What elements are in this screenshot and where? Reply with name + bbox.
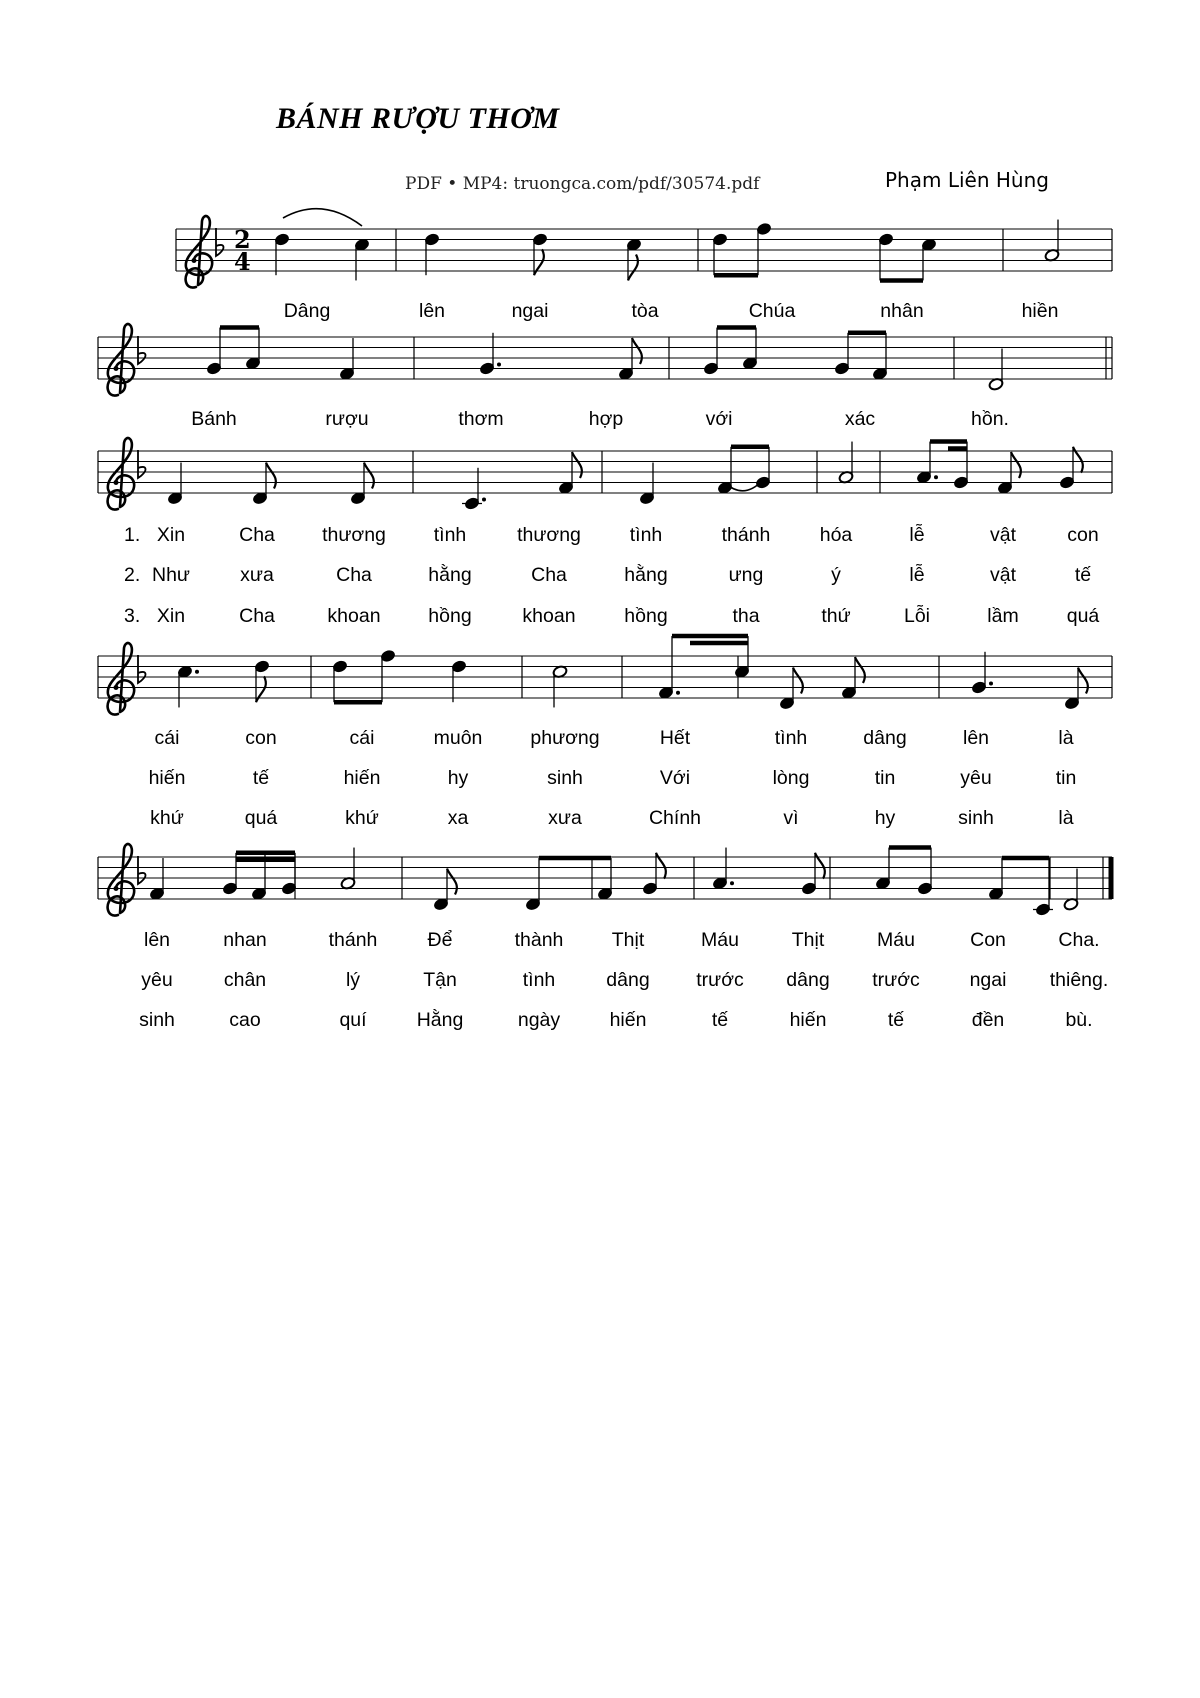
lyric-syllable: khứ [150,807,184,829]
treble-clef-icon [108,844,135,916]
note [971,652,993,695]
lyric-syllable: hằng [428,564,472,586]
note [552,665,568,708]
lyric-syllable: lễ [909,564,925,586]
lyric-syllable: hiền [1021,300,1059,322]
lyric-syllable: là [1058,807,1074,829]
lyric-syllable: dâng [863,727,907,749]
lyric-syllable: Chúa [748,300,796,322]
note [167,463,183,506]
lyric-syllable: khứ [345,807,379,829]
lyric-syllable: lễ [909,524,925,546]
lyric-syllable: dâng [606,969,650,991]
lyric-syllable: Xin [156,524,186,546]
lyric-syllable: Cha [239,605,275,627]
lyric-syllable: hiến [789,1009,827,1031]
note [841,657,865,700]
lyric-syllable: khoan [522,605,576,627]
lyric-syllable: Tận [423,969,457,991]
lyric-syllable: lầm [987,605,1019,627]
flag [855,657,865,683]
lyric-syllable: lòng [772,767,810,789]
verse-number: 1. [124,524,141,546]
note [1064,668,1088,711]
lyric-syllable: ngai [511,300,549,322]
lyric-syllable: tình [433,524,467,546]
lyric-syllable: hiến [148,767,186,789]
lyric-syllable: sinh [547,767,583,789]
flag [628,254,638,280]
lyric-syllable: ưng [728,564,764,586]
lyric-syllable: lý [345,969,361,991]
note [340,848,356,891]
lyric-syllable: vật [989,524,1017,546]
lyric-syllable: phương [530,727,600,749]
lyric-syllable: là [1058,727,1074,749]
note [921,238,937,281]
lyric-syllable: vì [783,807,799,829]
lyric-syllable: tế [1074,564,1092,586]
note [433,869,457,912]
lyric-syllable: lên [143,929,171,951]
flag [364,463,374,489]
note [838,442,854,485]
lyric-syllable: tế [252,767,270,789]
lyric-syllable: hy [447,767,469,789]
lyric-syllable: lên [962,727,990,749]
composer-name: Phạm Liên Hùng [885,168,1049,192]
lyric-syllable: hiến [609,1009,647,1031]
lyric-syllable: thương [322,524,386,546]
lyric-syllable: tòa [631,300,659,322]
note [254,660,270,703]
note [332,660,348,703]
lyric-syllable: khoan [327,605,381,627]
time-signature-numerator: 2 [234,225,251,254]
lyric-syllable: Với [659,767,691,789]
lyric-syllable: Cha [336,564,372,586]
note [658,636,680,700]
lyric-syllable: Cha [531,564,567,586]
lyric-syllable: nhân [880,300,924,322]
lyric-syllable: Chính [648,807,702,829]
note [878,233,894,281]
flag [572,452,582,478]
lyric-syllable: xa [447,807,469,829]
lyric-syllable: vật [989,564,1017,586]
lyric-syllable: lên [418,300,446,322]
staff-system-4 [98,656,1112,698]
lyric-syllable: thứ [821,605,851,627]
note [206,328,222,376]
lyric-syllable: Hết [659,727,691,749]
note [597,858,613,901]
treble-clef-icon [108,643,135,715]
lyric-syllable: tế [887,1009,905,1031]
lyric-syllable: trước [696,969,744,991]
lyric-syllable: yêu [141,969,173,991]
note [177,665,199,708]
lyric-syllable: tình [774,727,808,749]
flag [632,338,642,364]
lyric-syllable: tin [874,767,896,789]
lyric-syllable: thương [517,524,581,546]
lyric-syllable: tha [732,605,760,627]
lyric-syllable: Cha. [1058,929,1100,951]
flat-key-signature-icon [138,450,146,478]
lyric-syllable: thiêng. [1049,969,1109,991]
treble-clef-icon [186,216,213,288]
note [245,328,261,371]
note [1059,447,1083,490]
lyric-syllable: dâng [786,969,830,991]
note [712,848,734,891]
lyric-syllable: tin [1055,767,1077,789]
lyric-syllable: thành [514,929,564,951]
note [742,328,758,371]
lyric-syllable: cao [229,1009,261,1031]
note [149,858,165,901]
flat-key-signature-icon [216,228,224,256]
note [755,447,771,490]
note [801,853,825,896]
time-signature-denominator: 4 [234,247,251,276]
lyric-syllable: ngai [969,969,1007,991]
note [451,660,467,703]
note [479,333,501,376]
lyric-syllable: Xin [156,605,186,627]
note [703,328,719,376]
lyric-syllable: hằng [624,564,668,586]
lyric-syllable: quí [339,1009,367,1031]
flat-key-signature-icon [138,336,146,364]
note [618,338,642,381]
lyric-syllable: Cha [239,524,275,546]
lyric-syllable: tình [522,969,556,991]
lyric-syllable: sinh [139,1009,175,1031]
note [875,848,891,891]
note [997,452,1021,495]
lyric-syllable: Để [427,929,453,951]
lyric-syllable: con [245,727,277,749]
flag [793,668,803,694]
lyric-syllable: tình [629,524,663,546]
lyric-syllable: đền [971,1009,1005,1031]
lyric-syllable: thánh [328,929,378,951]
lyric-syllable: hồn. [971,408,1009,430]
lyric-syllable: trước [872,969,920,991]
lyric-syllable: xác [844,408,876,430]
note [712,233,728,276]
note [532,233,548,276]
note [872,333,888,381]
note [350,463,374,506]
lyric-syllable: tế [711,1009,729,1031]
lyric-syllable: nhan [223,929,267,951]
lyric-syllable: xưa [240,564,274,586]
lyric-syllable: Máu [701,929,739,951]
note [779,668,803,711]
note [1044,220,1060,263]
note [424,233,440,276]
source-link[interactable]: PDF • MP4: truongca.com/pdf/30574.pdf [405,174,760,194]
note [756,222,772,275]
lyric-syllable: thánh [721,524,771,546]
lyric-syllable: hồng [428,605,472,627]
flag [447,869,457,895]
lyric-syllable: hiến [343,767,381,789]
lyric-syllable: yêu [960,767,992,789]
lyric-syllable: ngày [517,1009,561,1031]
flat-key-signature-icon [138,655,146,683]
lyric-syllable: với [705,408,733,430]
note [339,338,355,381]
verse-number: 3. [124,605,141,627]
note [988,858,1004,901]
note [1063,869,1079,912]
lyric-syllable: rượu [325,408,369,430]
staff-system-2 [98,337,1112,379]
note [525,858,541,911]
note [354,238,370,281]
lyric-syllable: ý [831,564,841,586]
note [222,853,238,896]
note [916,442,938,485]
note [642,853,666,896]
note [834,333,850,376]
lyric-syllable: hy [874,807,896,829]
lyric-syllable: Như [152,564,190,586]
note [380,649,396,702]
lyric-syllable: sinh [958,807,994,829]
lyric-syllable: Hằng [416,1009,464,1031]
note [252,463,276,506]
lyric-syllable: hồng [624,605,668,627]
treble-clef-icon [108,324,135,396]
lyric-syllable: xưa [548,807,582,829]
flag [266,463,276,489]
lyric-syllable: Dâng [283,300,331,322]
lyric-syllable: quá [1066,605,1100,627]
flat-key-signature-icon [138,856,146,884]
lyric-syllable: bù. [1065,1009,1093,1031]
lyric-syllable: hóa [819,524,853,546]
tie [283,209,362,226]
lyric-syllable: cái [349,727,375,749]
lyric-syllable: hợp [588,408,624,430]
note [917,848,933,896]
note [639,463,655,506]
song-title: BÁNH RƯỢU THƠM [276,102,560,135]
lyric-syllable: Bánh [191,408,237,430]
lyric-syllable: Con [970,929,1006,951]
lyric-syllable: Lỗi [903,605,931,627]
lyric-syllable: Thịt [791,929,825,951]
note [558,452,582,495]
lyric-syllable: thơm [458,408,504,430]
lyric-syllable: cái [154,727,180,749]
lyric-syllable: chân [223,969,267,991]
note [274,233,290,276]
verse-number: 2. [124,564,141,586]
flag [1078,668,1088,694]
note [626,238,642,281]
staff-system-1 [176,229,1112,271]
flag [1011,452,1021,478]
lyric-syllable: quá [244,807,278,829]
note [988,349,1004,392]
lyric-syllable: Thịt [611,929,645,951]
lyric-syllable: con [1067,524,1099,546]
lyric-syllable: muôn [433,727,483,749]
treble-clef-icon [108,438,135,510]
lyric-syllable: Máu [877,929,915,951]
note [462,468,486,511]
